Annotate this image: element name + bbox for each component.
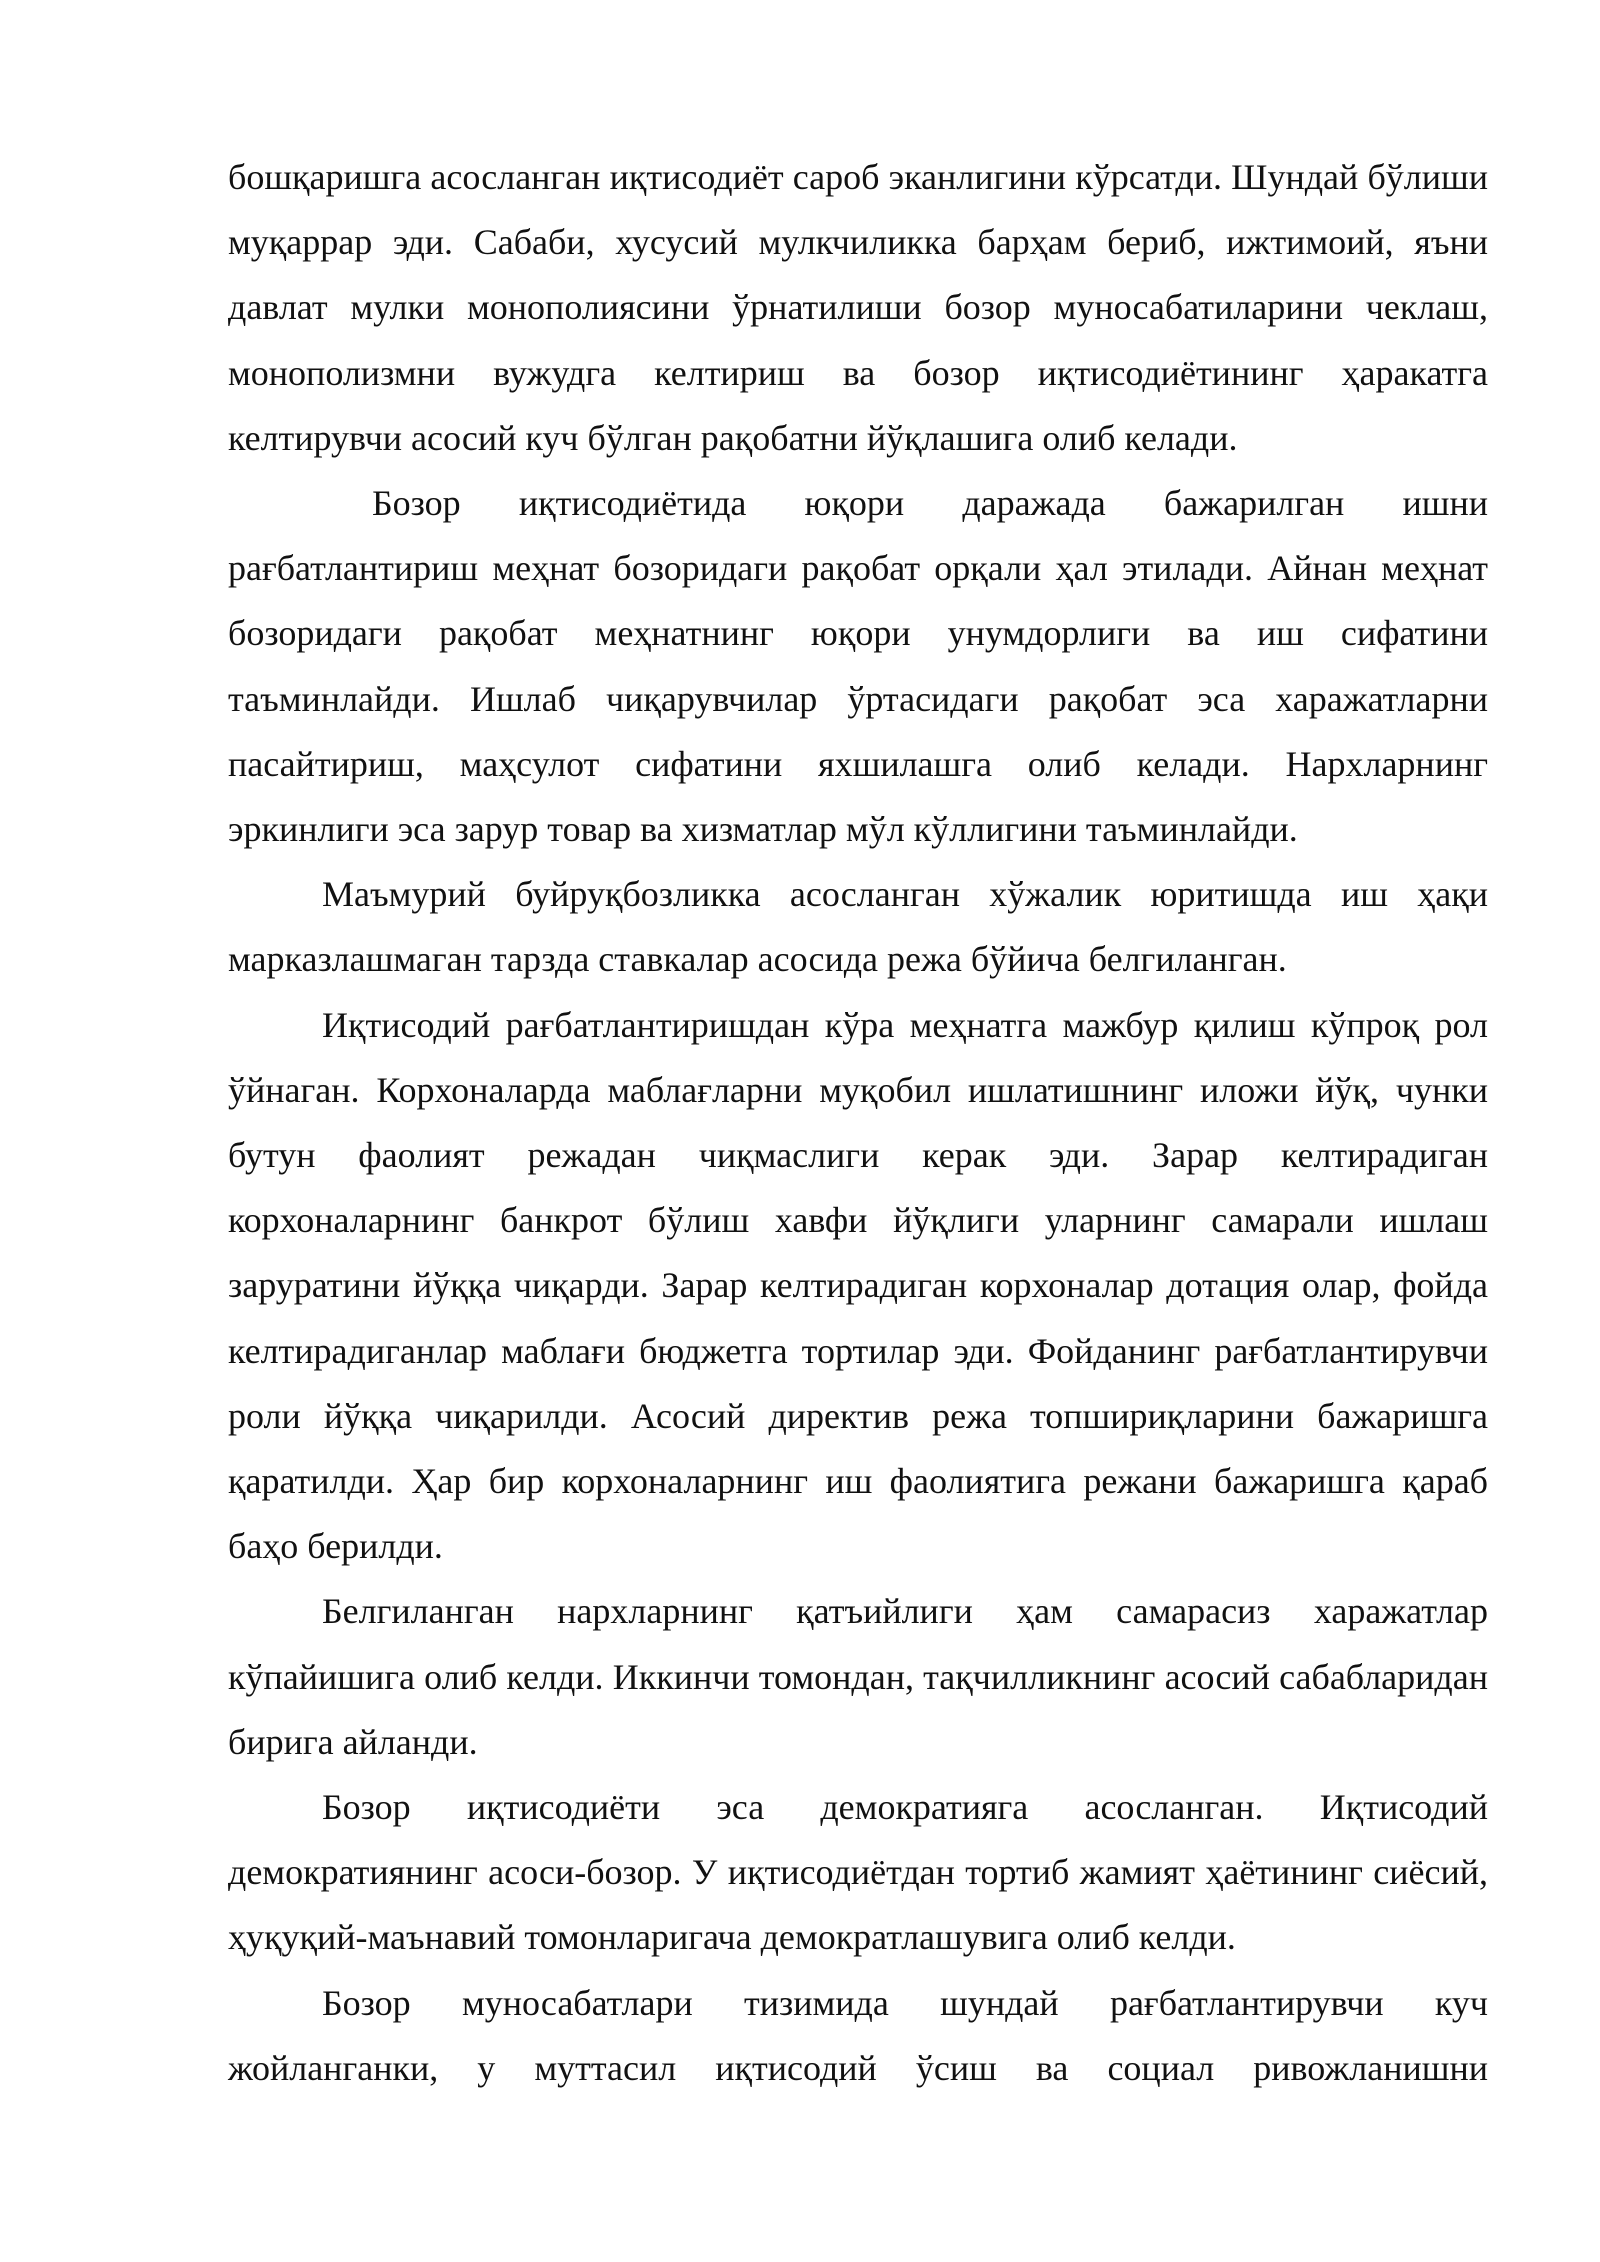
paragraph-4: Иқтисодий рағбатлантиришдан кўра меҳнатга мажбур қилиш кўпроқ рол ўйнаган. Корхоналарда маблағларни муқобил ишлатишнинг иложи йўқ, чунки бутун фаолият режадан чиқмаслиги керак эди. Зарар келтирадиган корхоналарнинг банкрот бўлиш хавфи йўқлиги уларнинг самарали ишлаш заруратини йўққа чиқарди. Зарар келтирадиган корхоналар дотация олар, фойда келтирадиганлар маблағи бюджетга тортилар эди. Фойданинг рағбатлантирувчи роли йўққа чиқарилди. Асосий директив режа топшириқларини бажаришга қаратилди. Ҳар бир корхоналарнинг иш фаолиятига режани бажаришга қараб баҳо берилди. [228,1004,1488,1567]
paragraph-3: Маъмурий буйруқбозликка асосланган хўжалик юритишда иш ҳақи марказлашмаган тарзда ставкалар асосида режа бўйича белгиланган. [228,874,1488,980]
paragraph-6: Бозор иқтисодиёти эса демократияга асосланган. Иқтисодий демократиянинг асоси-бозор. У иқтисодиётдан тортиб жамият ҳаётининг сиёсий, ҳуқуқий-маънавий томонларигача демократлашувига олиб келди. [228,1787,1488,1958]
paragraph-1: бошқаришга асосланган иқтисодиёт сароб эканлигини кўрсатди. Шундай бўлиши муқаррар эди. Сабаби, хусусий мулкчиликка барҳам бериб, ижтимоий, яъни давлат мулки монополиясини ўрнатилиши бозор муносабатиларини чеклаш, монополизмни вужудга келтириш ва бозор иқтисодиётининг ҳаракатга келтирувчи асосий куч бўлган рақобатни йўқлашига олиб келади. [228,157,1488,458]
paragraph-7: Бозор муносабатлари тизимида шундай рағбатлантирувчи куч жойланганки, у муттасил иқтисодий ўсиш ва социал ривожланишни [228,1982,1488,2088]
paragraph-5: Белгиланган нархларнинг қатъийлиги ҳам самарасиз харажатлар кўпайишига олиб келди. Иккинчи томондан, тақчилликнинг асосий сабабларидан бирига айланди. [228,1591,1488,1762]
paragraph-2: Бозор иқтисодиётида юқори даражада бажарилган ишни рағбатлантириш меҳнат бозоридаги рақобат орқали ҳал этилади. Айнан меҳнат бозоридаги рақобат меҳнатнинг юқори унумдорлиги ва иш сифатини таъминлайди. Ишлаб чиқарувчилар ўртасидаги рақобат эса харажатларни пасайтириш, маҳсулот сифатини яхшилашга олиб келади. Нархларнинг эркинлиги эса зарур товар ва хизматлар мўл кўллигини таъминлайди. [228,483,1488,850]
document-body [228,145,1488,2101]
